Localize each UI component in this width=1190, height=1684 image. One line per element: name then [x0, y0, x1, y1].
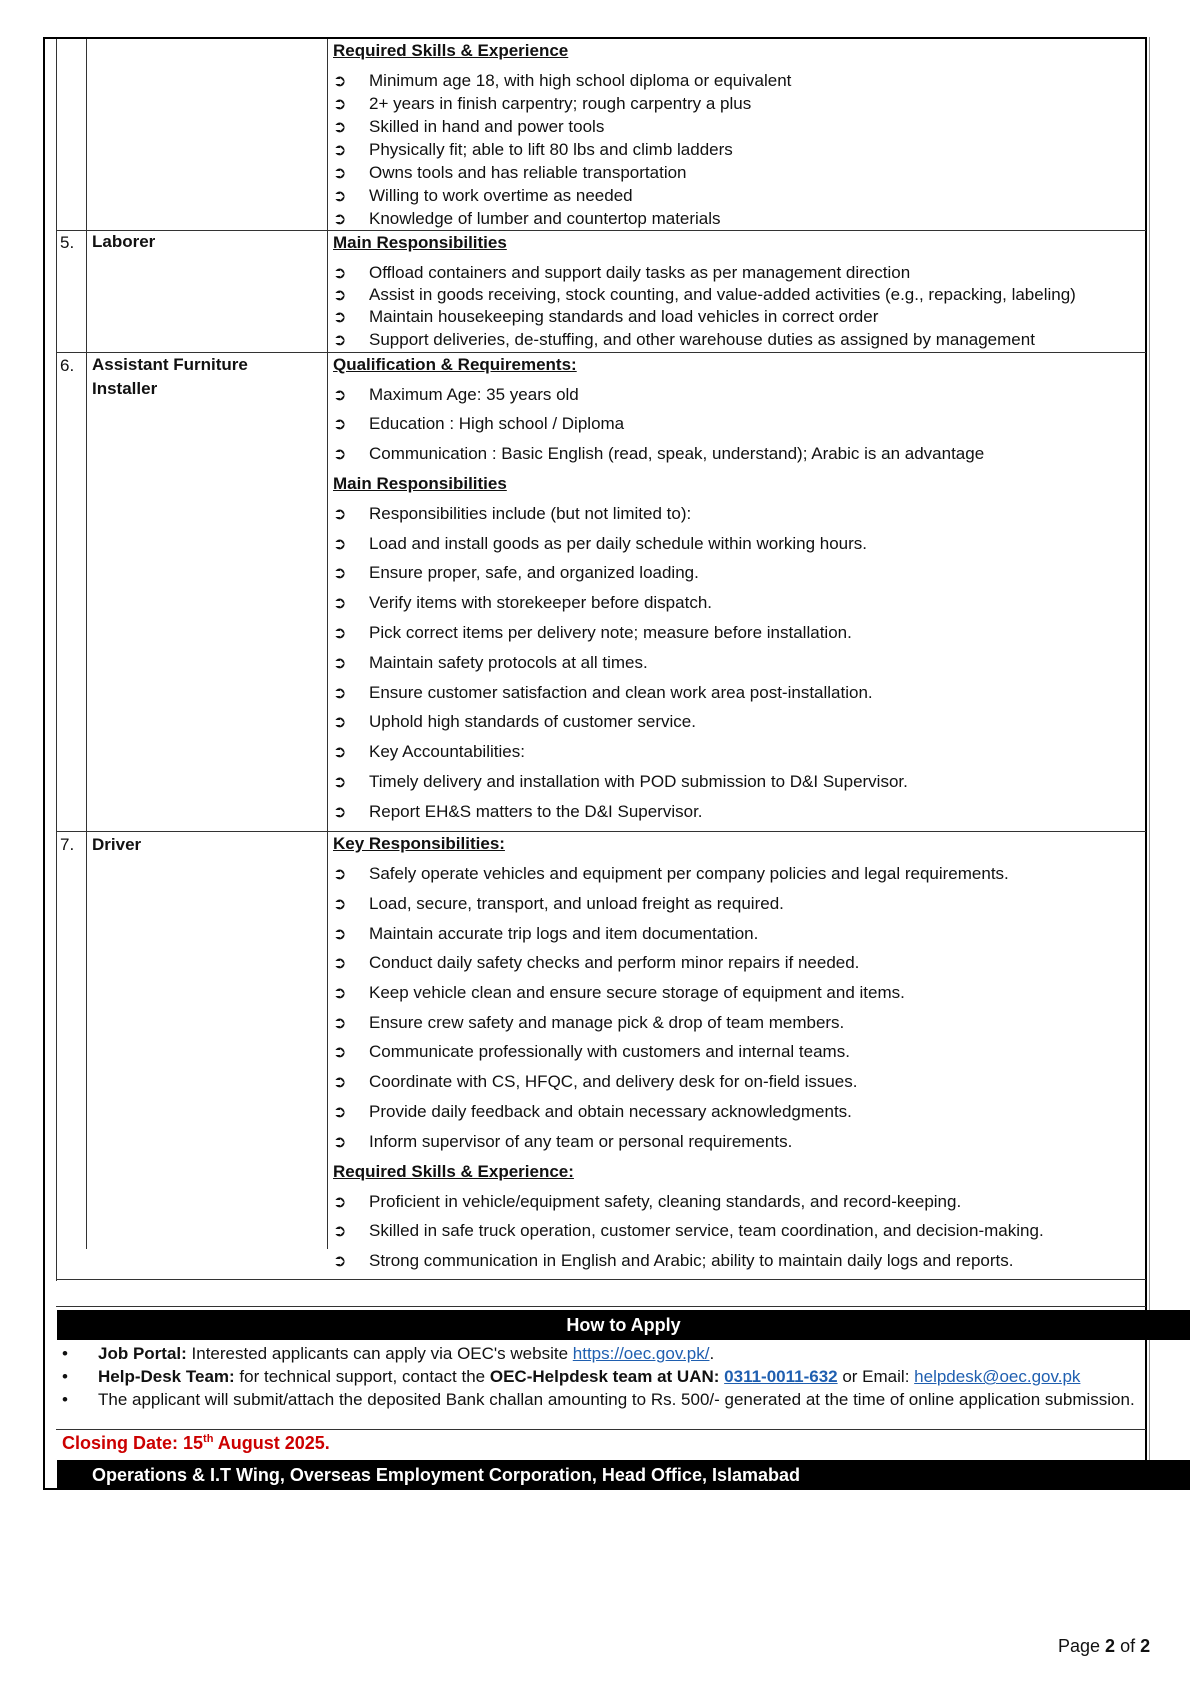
list-item: ➲ Load and install goods as per daily schedule within working hours. [333, 534, 868, 553]
list-item: ➲ Minimum age 18, with high school diploma or equivalent [333, 71, 792, 90]
table-border-bottom [43, 1488, 1147, 1490]
list-item: ➲ Offload containers and support daily tasks as per management direction [333, 263, 911, 282]
list-item: ➲ Skilled in hand and power tools [333, 117, 605, 136]
arrow-bullet-icon: ➲ [333, 263, 347, 282]
arrow-bullet-icon: ➲ [333, 140, 347, 159]
list-item: ➲ Proficient in vehicle/equipment safety, cleaning standards, and record-keeping. [333, 1192, 962, 1211]
arrow-bullet-icon: ➲ [333, 983, 347, 1002]
table-border-right-shadow [1149, 37, 1150, 1490]
arrow-bullet-icon: ➲ [333, 1102, 347, 1121]
arrow-bullet-icon: ➲ [333, 186, 347, 205]
job-title: Driver [92, 835, 142, 854]
list-item: ➲ Responsibilities include (but not limited to): [333, 504, 692, 523]
list-item: ➲ Education : High school / Diploma [333, 414, 625, 433]
list-item: ➲ Communicate professionally with customers and internal teams. [333, 1042, 850, 1061]
list-item: ➲ Skilled in safe truck operation, customer service, team coordination, and decision-making. [333, 1221, 1044, 1240]
arrow-bullet-icon: ➲ [333, 1221, 347, 1240]
bullet-dot-icon: • [62, 1344, 68, 1363]
arrow-bullet-icon: ➲ [333, 163, 347, 182]
arrow-bullet-icon: ➲ [333, 209, 347, 228]
bullet-dot-icon: • [62, 1367, 68, 1386]
list-item: ➲ Assist in goods receiving, stock counting, and value-added activities (e.g., repacking, labeling) [333, 285, 1076, 304]
list-item: ➲ Load, secure, transport, and unload freight as required. [333, 894, 784, 913]
list-item: ➲ Maintain housekeeping standards and load vehicles in correct order [333, 307, 879, 326]
arrow-bullet-icon: ➲ [333, 414, 347, 433]
list-item: ➲ Pick correct items per delivery note; measure before installation. [333, 623, 852, 642]
arrow-bullet-icon: ➲ [333, 593, 347, 612]
arrow-bullet-icon: ➲ [333, 1042, 347, 1061]
list-item: ➲ Provide daily feedback and obtain necessary acknowledgments. [333, 1102, 852, 1121]
arrow-bullet-icon: ➲ [333, 534, 347, 553]
job-title: Assistant Furniture Installer [92, 355, 248, 398]
list-item: ➲ Uphold high standards of customer service. [333, 712, 696, 731]
list-item: ➲ Ensure customer satisfaction and clean work area post-installation. [333, 683, 873, 702]
arrow-bullet-icon: ➲ [333, 894, 347, 913]
row-divider-empty [56, 1306, 1146, 1307]
arrow-bullet-icon: ➲ [333, 802, 347, 821]
list-item: ➲ Inform supervisor of any team or personal requirements. [333, 1132, 793, 1151]
row-divider-end [56, 1279, 1146, 1280]
list-item: ➲ Ensure crew safety and manage pick & drop of team members. [333, 1013, 845, 1032]
helpdesk-email-link[interactable]: helpdesk@oec.gov.pk [914, 1367, 1081, 1386]
bullet-dot-icon: • [62, 1390, 68, 1409]
portal-link[interactable]: https://oec.gov.pk/ [572, 1344, 710, 1363]
row-number: 5. [60, 233, 75, 252]
list-item: ➲ Conduct daily safety checks and perform minor repairs if needed. [333, 953, 860, 972]
column-divider-1 [56, 39, 57, 1281]
arrow-bullet-icon: ➲ [333, 1251, 347, 1270]
uan-phone-link[interactable]: 0311-0011-632 [724, 1367, 838, 1386]
section-heading: Main Responsibilities [333, 474, 507, 493]
closing-date: Closing Date: 15th August 2025. [62, 1433, 330, 1453]
list-item: ➲ Report EH&S matters to the D&I Supervisor. [333, 802, 703, 821]
row-divider-closing [56, 1429, 1146, 1430]
list-item: ➲ Ensure proper, safe, and organized loading. [333, 563, 699, 582]
arrow-bullet-icon: ➲ [333, 330, 347, 349]
arrow-bullet-icon: ➲ [333, 71, 347, 90]
arrow-bullet-icon: ➲ [333, 94, 347, 113]
row-divider-7 [56, 831, 1146, 832]
arrow-bullet-icon: ➲ [333, 953, 347, 972]
arrow-bullet-icon: ➲ [333, 117, 347, 136]
arrow-bullet-icon: ➲ [333, 307, 347, 326]
arrow-bullet-icon: ➲ [333, 1132, 347, 1151]
arrow-bullet-icon: ➲ [333, 444, 347, 463]
list-item: ➲ Keep vehicle clean and ensure secure storage of equipment and items. [333, 983, 905, 1002]
footer-banner: Operations & I.T Wing, Overseas Employment Corporation, Head Office, Islamabad [57, 1460, 1190, 1490]
list-item: ➲ Knowledge of lumber and countertop materials [333, 209, 721, 228]
list-item: ➲ Support deliveries, de-stuffing, and other warehouse duties as assigned by management [333, 330, 1035, 349]
section-heading: Main Responsibilities [333, 233, 507, 252]
arrow-bullet-icon: ➲ [333, 653, 347, 672]
arrow-bullet-icon: ➲ [333, 1192, 347, 1211]
page-number: Page 2 of 2 [1058, 1636, 1151, 1656]
column-divider-2 [86, 39, 87, 1249]
arrow-bullet-icon: ➲ [333, 742, 347, 761]
list-item: ➲ Physically fit; able to lift 80 lbs and climb ladders [333, 140, 733, 159]
list-item: ➲ Willing to work overtime as needed [333, 186, 633, 205]
list-item: ➲ Communication : Basic English (read, speak, understand); Arabic is an advantage [333, 444, 985, 463]
list-item: ➲ Safely operate vehicles and equipment per company policies and legal requirements. [333, 864, 1009, 883]
arrow-bullet-icon: ➲ [333, 864, 347, 883]
list-item: ➲ Owns tools and has reliable transportation [333, 163, 687, 182]
arrow-bullet-icon: ➲ [333, 1013, 347, 1032]
row-number: 6. [60, 356, 75, 375]
how-to-apply-header: How to Apply [57, 1310, 1190, 1340]
list-item: ➲ Maintain accurate trip logs and item documentation. [333, 924, 759, 943]
document-page: Required Skills & Experience ➲ Minimum age 18, with high school diploma or equivalent ➲ 2+ years in finish carpentry; rough carpentry a plus ➲ Skilled in hand and power tools ➲ Physically fit; able to lift 80 lbs and climb ladders ➲ Owns tools and has reliable transportation ➲ Willing to work overtime as needed ➲ Knowledge of lumber and countertop materials 5. Laborer Main Responsibilities ➲ Offload containers and support daily tasks as per management direction ➲ Assist in goods receiving, stock counting, and value-added activities (e.g., repacking, labeling) ➲ Maintain housekeeping standards and load vehicles in correct order ➲ Support deliveries, de-stuffing, and other warehouse duties as assigned by management 6. Assistant Furniture Installer Qualification & Requirements: ➲ Maximum Age: 35 years old ➲ Education : High school / Diploma ➲ Communication : Basic English (read, speak, understand); Arabic is an advantage Main Responsibilities ➲ Responsibilities include (but not limited to): ➲ Load and install goods as per daily schedule within working hours. ➲ Ensure proper, safe, and organized loading. ➲ Verify items with storekeeper before dispatch. ➲ Pick correct items per delivery note; measure before installation. ➲ Maintain safety protocols at all times. ➲ Ensure customer satisfaction and clean work area post-installation. ➲ Uphold high standards of customer service. ➲ Key Accountabilities: ➲ Timely delivery and installation with POD submission to D&I Supervisor. ➲ Report EH&S matters to the D&I Supervisor. 7. Driver Key Responsibilities: ➲ Safely operate vehicles and equipment per company policies and legal requirements. ➲ Load, secure, transport, and unload freight as required. ➲ Maintain accurate trip logs and item documentation. ➲ Conduct daily safety checks and perform minor repairs if needed. ➲ Keep vehicle clean and ensure secure storage of equipment and items. ➲ Ensure crew safety and manage pick & drop of team members. ➲ Communicate professionally with customers and internal teams. ➲ Coordinate with CS, HFQC, and delivery desk for on-field issues. ➲ Provide daily feedback and obtain necessary acknowledgments. ➲ Inform supervisor of any team or personal requirements. Required Skills & Experience: ➲ Proficient in vehicle/equipment safety, cleaning standards, and record-keeping. ➲ Skilled in safe truck operation, customer service, team coordination, and decision-making. ➲ Strong communication in English and Arabic; ability to maintain daily logs and reports. How to Apply • Job Portal: Interested applicants can apply via OEC's website https://oec.gov.pk/. • Help-Desk Team: for technical support, contact the OEC-Helpdesk team at UAN: 0311-0011-632 or Email: helpdesk@oec.gov.pk • The applicant will submit/attach the deposited Bank challan amounting to Rs. 500/- generated at the time of online application submission. Closing Date: 15th August 2025. Operations & I.T Wing, Overseas Employment Corporation, Head Office, Islamabad Page 2 of 2 [0, 0, 1190, 1684]
list-item: ➲ Verify items with storekeeper before dispatch. [333, 593, 712, 612]
list-item: ➲ Maintain safety protocols at all times. [333, 653, 648, 672]
arrow-bullet-icon: ➲ [333, 623, 347, 642]
section-heading: Key Responsibilities: [333, 834, 505, 853]
section-heading: Qualification & Requirements: [333, 355, 577, 374]
arrow-bullet-icon: ➲ [333, 683, 347, 702]
list-item: ➲ Key Accountabilities: [333, 742, 525, 761]
table-border-left [43, 37, 45, 1490]
list-item: ➲ Maximum Age: 35 years old [333, 385, 579, 404]
arrow-bullet-icon: ➲ [333, 385, 347, 404]
arrow-bullet-icon: ➲ [333, 504, 347, 523]
arrow-bullet-icon: ➲ [333, 285, 347, 304]
job-title: Laborer [92, 232, 156, 251]
arrow-bullet-icon: ➲ [333, 924, 347, 943]
arrow-bullet-icon: ➲ [333, 563, 347, 582]
arrow-bullet-icon: ➲ [333, 772, 347, 791]
arrow-bullet-icon: ➲ [333, 1072, 347, 1091]
section-heading: Required Skills & Experience: [333, 1162, 574, 1181]
arrow-bullet-icon: ➲ [333, 712, 347, 731]
table-border-top [43, 37, 1147, 39]
list-item: ➲ Strong communication in English and Arabic; ability to maintain daily logs and reports. [333, 1251, 1014, 1270]
column-divider-3 [327, 39, 328, 1249]
list-item: ➲ Timely delivery and installation with POD submission to D&I Supervisor. [333, 772, 908, 791]
section-heading: Required Skills & Experience [333, 41, 569, 60]
row-number: 7. [60, 835, 75, 854]
table-border-right [1145, 37, 1147, 1490]
list-item: ➲ Coordinate with CS, HFQC, and delivery desk for on-field issues. [333, 1072, 858, 1091]
list-item: ➲ 2+ years in finish carpentry; rough carpentry a plus [333, 94, 752, 113]
